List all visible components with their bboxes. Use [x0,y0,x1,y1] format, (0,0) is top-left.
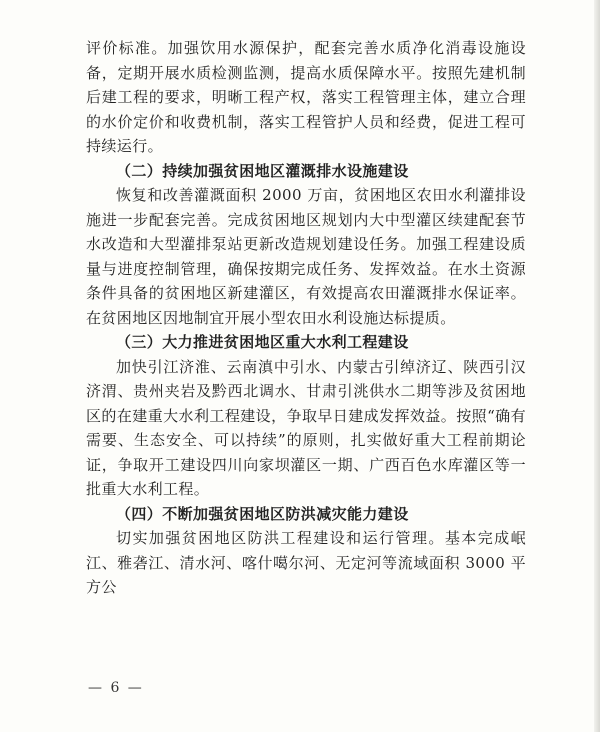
document-body [86,36,526,600]
paragraph-major-projects: 加快引江济淮、云南滇中引水、内蒙古引绰济辽、陕西引汉济渭、贵州夹岩及黔西北调水、甘肃引洮供水二期等涉及贫困地区的在建重大水利工程建设，争取早日建成发挥效益。按照“确有需要、生态安全、可以持续”的原则，扎实做好重大工程前期论证，争取开工建设四川向家坝灌区一期、广西百色水库灌区等一批重大水利工程。 [86,357,526,498]
heading-flood-control: （四）不断加强贫困地区防洪减灾能力建设 [116,504,409,523]
paragraph-irrigation: 恢复和改善灌溉面积 2000 万亩，贫困地区农田水利灌排设施进一步配套完善。完成贫困地区规划内大中型灌区续建配套节水改造和大型灌排泵站更新改造规划建设任务。加强工程建设质量与进度控制管理，确保按期完成任务、发挥效益。在水土资源条件具备的贫困地区新建灌区，有效提高农田灌溉排水保证率。在贫困地区因地制宜开展小型农田水利设施达标提质。 [86,186,526,327]
page-number: — 6 — [88,680,144,696]
heading-major-projects: （三）大力推进贫困地区重大水利工程建设 [116,333,409,351]
page-edge-shadow [594,0,600,732]
paragraph-flood-control: 切实加强贫困地区防洪工程建设和运行管理。基本完成岷江、雅砻江、清水河、喀什噶尔河、无定河等流域面积 3000 平方公 [86,529,526,596]
paragraph-water-source: 评价标准。加强饮用水源保护，配套完善水质净化消毒设施设备，定期开展水质检测监测，提高水质保障水平。按照先建机制后建工程的要求，明晰工程产权，落实工程管理主体，建立合理的水价定价和收费机制，落实工程管护人员和经费，促进工程可持续运行。 [86,39,526,155]
heading-irrigation: （二）持续加强贫困地区灌溉排水设施建设 [116,161,409,180]
